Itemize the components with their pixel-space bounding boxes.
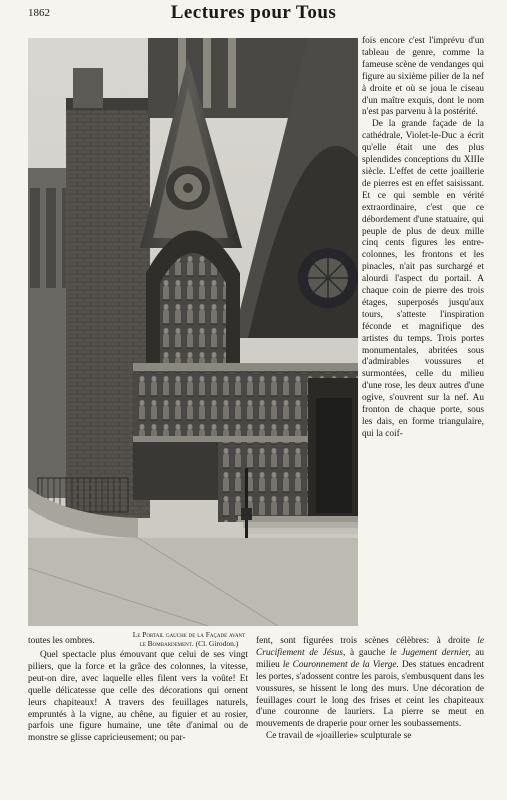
jugement-title: le Jugement dernier,: [389, 647, 471, 658]
bottom-right-column: [256, 636, 484, 743]
photo-caption: [130, 630, 248, 648]
br-p1-mid2: au milieu: [256, 647, 484, 670]
caption-credit: (Cl. Girodon.): [195, 639, 239, 648]
right-column: [362, 36, 484, 441]
page-header: [0, 0, 507, 30]
br-p1-start: fent, sont figurées trois scènes célèbres: à droite: [256, 636, 470, 646]
right-paragraph-2: De la grande façade de la cathédrale, Violet-le-Duc a écrit qu'elle était une des plus splendides conceptions du XIIIe siècle. L'effet de cette joaillerie de pierres est en effet saisissant. Et ce qui semble en vérité extraordinaire, c'est que ce débordement d'une statuaire, qui peuple de plus de deux mille cinq cents figures les entre-colonnes, les frontons et les pinacles, n'ait pas surchargé et alourdi l'aspect du portail. A chaque coin de pierre des trois étages, superposés jusqu'aux tours, s'atteste l'inspiration féconde et magnifique des artistes du temps. Trois portes monumentales, abritées sous d'admirables voussures et surmontées, celle du milieu d'une rose, les deux autres d'une ogive, s'ouvrent sur la nef. Au fronton de chaque porte, sous les dais, en forme triangulaire, qui la coif-: [362, 119, 484, 439]
crucifiement-title: le Crucifiement de Jésus,: [256, 636, 484, 658]
running-title: Lectures pour Tous: [170, 2, 337, 23]
br-p1-end: Des statues encadrent les portes, s'adossent contre les parois, s'embusquent dans les voussures, se hissent le long des murs. Une décoration de feuillages court le long des frises et ceint les chapiteaux d'une couronne de lauriers. La pierre se meut en mouvements de draperie pour orner les soubassements.: [256, 659, 484, 730]
bottom-right-paragraph-2: Ce travail de «joaillerie» sculpturale se: [266, 731, 412, 742]
bottom-left-paragraph-text: Quel spectacle plus émouvant que celui de ses vingt piliers, que la force et la grâce des colonnes, la vitesse, peut-on dire, avec laquelle elles filent vers la voûte! Et quelle délicatesse que celle des décorations qui ornent leurs chapiteaux! A travers des feuillages naturels, empruntés à la vigne, au chêne, au figuier et au rosier, parfois une figure humaine, une tête d'animal ou de monstre se glisse capricieusement; ou par-: [28, 650, 248, 744]
bottom-right-paragraph-1: [256, 636, 484, 731]
cathedral-portal-photo: [28, 38, 358, 626]
page-number: 1862: [28, 7, 50, 19]
bottom-left-paragraph: [28, 650, 248, 745]
bottom-left-first-line: toutes les ombres.: [28, 636, 95, 646]
caption-text: Le Portail gauche de la Façade avant le Bombardement.: [132, 630, 246, 648]
br-p1-mid: à gauche: [350, 647, 386, 658]
right-paragraph-1: fois encore c'est l'imprévu d'un tableau de genre, comme la fameuse scène de vendanges qui figure au sixième pilier de la nef à droite et où se joua le ciseau d'un maître exquis, dont le nom n'est pas parvenu à la postérité.: [362, 36, 484, 118]
couronnement-title: le Couronnement de la Vierge.: [282, 659, 399, 670]
